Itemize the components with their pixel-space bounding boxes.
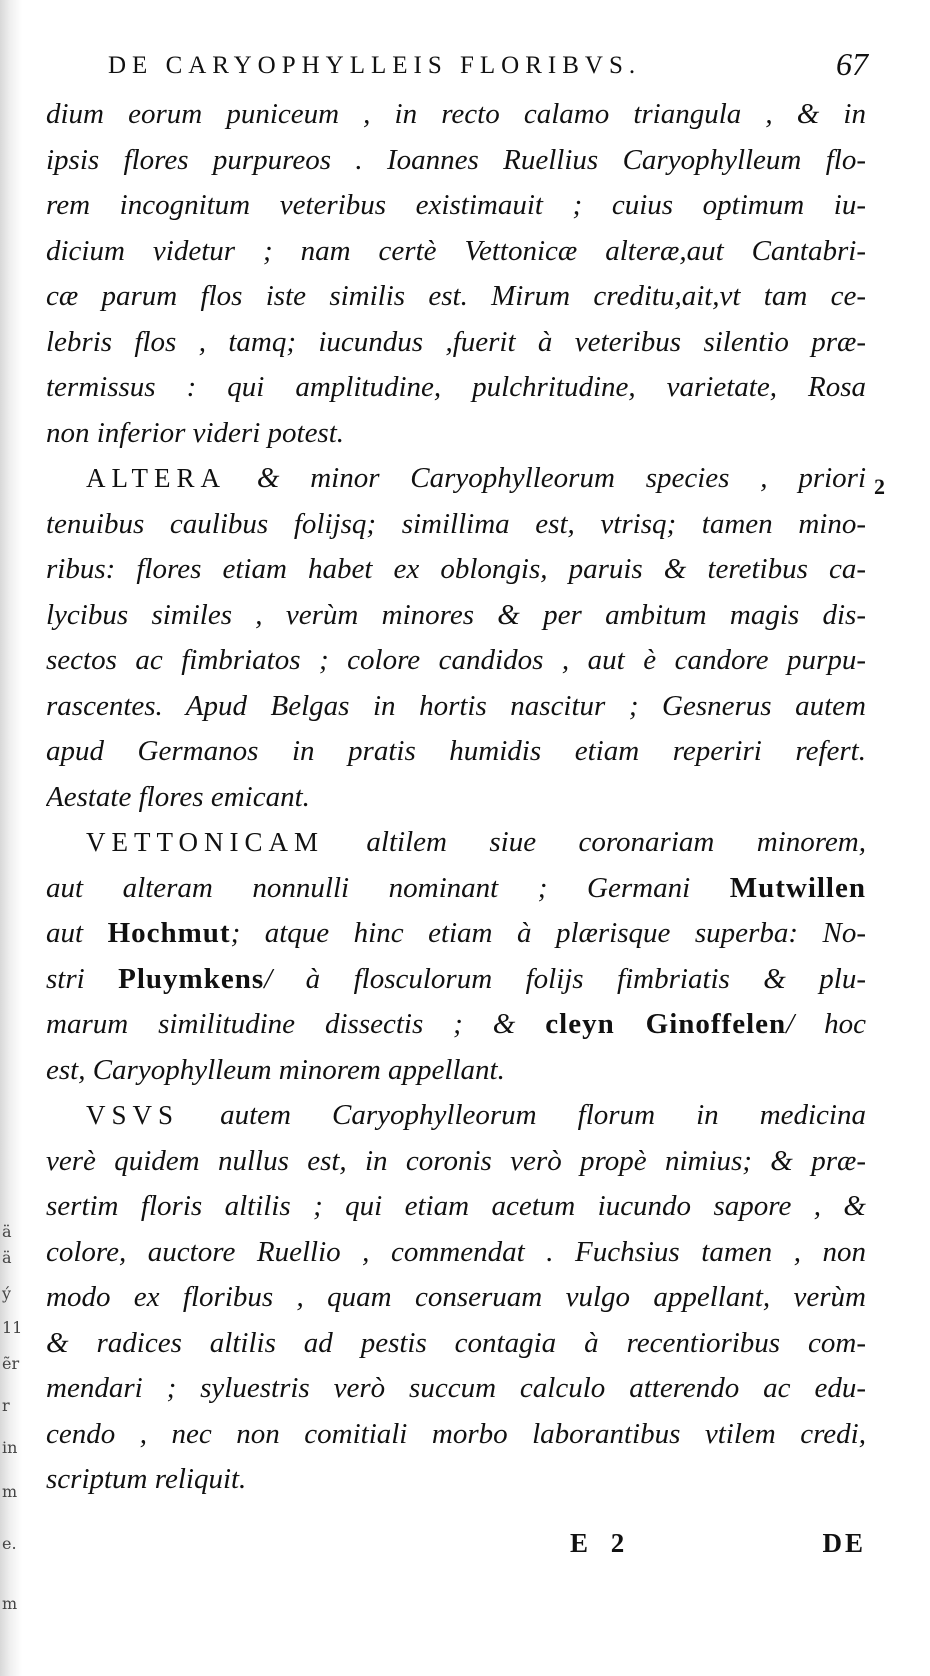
text-line: scriptum reliquit. xyxy=(46,1463,247,1495)
paragraph-4 xyxy=(46,1093,866,1503)
text-line: tenuibus caulibus folijsq; simillima est, vtrisq; tamen mino- xyxy=(46,507,866,540)
line-text: ; atque hinc etiam à plærisque superba: No- xyxy=(230,917,866,949)
book-gutter-shadow xyxy=(0,0,22,1676)
blackletter-word: Pluymkens xyxy=(118,962,265,995)
text-line xyxy=(46,456,866,502)
line-text: altilem siue coronariam minorem, xyxy=(366,826,866,858)
blackletter-word: Mutwillen xyxy=(729,871,866,904)
gutter-mark: ẽr xyxy=(2,1354,20,1373)
gutter-mark: in xyxy=(2,1438,18,1457)
main-text xyxy=(46,92,866,1503)
text-line xyxy=(46,820,866,866)
page-footer xyxy=(570,1528,870,1568)
text-line: dicium videtur ; nam certè Vettonicæ alteræ,aut Cantabri- xyxy=(46,234,866,267)
line-text: aut xyxy=(46,917,84,949)
text-line: est, Caryophylleum minorem appellant. xyxy=(46,1053,505,1086)
running-header xyxy=(108,46,868,90)
text-line: & radices altilis ad pestis contagia à recentioribus com- xyxy=(46,1326,866,1359)
text-line: colore, auctore Ruellio , commendat . Fuchsius tamen , non xyxy=(46,1235,866,1268)
small-caps-word: VSVS xyxy=(86,1100,180,1130)
text-line xyxy=(46,1002,866,1048)
text-line: modo ex floribus , quam conseruam vulgo appellant, verùm xyxy=(46,1281,866,1313)
text-line: lycibus similes , verùm minores & per ambitum magis dis- xyxy=(46,598,866,631)
gutter-mark: m xyxy=(2,1594,18,1613)
blackletter-word: cleyn Ginoffelen xyxy=(545,1008,787,1040)
text-line xyxy=(46,1093,866,1139)
running-title: DE CARYOPHYLLEIS FLORIBVS. xyxy=(108,52,642,79)
text-line: rascentes. Apud Belgas in hortis nascitur ; Gesnerus autem xyxy=(46,689,866,722)
signature-mark: E 2 xyxy=(570,1528,633,1558)
paragraph-2 xyxy=(46,456,866,820)
margin-note: 2 xyxy=(874,474,885,499)
text-line xyxy=(46,866,866,912)
gutter-mark: ý xyxy=(2,1284,12,1303)
page-number: 67 xyxy=(836,46,868,82)
gutter-mark: r xyxy=(2,1396,10,1415)
text-line: cæ parum flos iste similis est. Mirum creditu,ait,vt tam ce- xyxy=(46,280,866,312)
text-line: termissus : qui amplitudine, pulchritudine, varietate, Rosa xyxy=(46,371,866,403)
paragraph-3 xyxy=(46,820,866,1093)
blackletter-word: Hochmut xyxy=(107,917,231,949)
line-text: stri xyxy=(46,962,85,995)
text-line: apud Germanos in pratis humidis etiam reperiri refert. xyxy=(46,735,866,767)
small-caps-word: VETTONICAM xyxy=(86,827,324,857)
line-text: & minor Caryophylleorum species , priori xyxy=(256,462,866,494)
text-line: dium eorum puniceum , in recto calamo triangula , & in xyxy=(46,98,866,130)
gutter-mark: 11 xyxy=(2,1318,23,1337)
line-text: autem Caryophylleorum florum in medicina xyxy=(220,1099,866,1131)
gutter-mark: ä xyxy=(2,1248,12,1267)
text-line: sectos ac fimbriatos ; colore candidos , aut è candore purpu- xyxy=(46,644,866,676)
text-line: ipsis flores purpureos . Ioannes Ruellius Caryophylleum flo- xyxy=(46,143,866,176)
small-caps-word: ALTERA xyxy=(86,463,227,493)
paragraph-1 xyxy=(46,92,866,456)
text-line: mendari ; syluestris verò succum calculo atterendo ac edu- xyxy=(46,1372,866,1404)
line-text: aut alteram nonnulli nominant ; Germani xyxy=(46,871,691,904)
text-line: ribus: flores etiam habet ex oblongis, paruis & teretibus ca- xyxy=(46,553,866,585)
text-line: sertim floris altilis ; qui etiam acetum iucundo sapore , & xyxy=(46,1190,866,1222)
text-line: Aestate flores emicant. xyxy=(46,780,310,813)
line-text: / hoc xyxy=(786,1008,866,1040)
text-line: rem incognitum veteribus existimauit ; cuius optimum iu- xyxy=(46,189,866,221)
text-line: cendo , nec non comitiali morbo laborantibus vtilem credi, xyxy=(46,1417,866,1450)
gutter-mark: ä xyxy=(2,1222,12,1241)
text-line: lebris flos , tamq; iucundus ,fuerit à veteribus silentio præ- xyxy=(46,325,866,358)
line-text: / à flosculorum folijs fimbriatis & plu- xyxy=(264,962,866,995)
gutter-mark: m xyxy=(2,1482,18,1501)
catchword: DE xyxy=(822,1528,866,1558)
text-line: non inferior videri potest. xyxy=(46,416,345,449)
text-line: verè quidem nullus est, in coronis verò propè nimius; & præ- xyxy=(46,1144,866,1177)
line-text: marum similitudine dissectis ; & xyxy=(46,1008,516,1040)
gutter-mark: e. xyxy=(2,1534,17,1553)
text-line xyxy=(46,911,866,957)
text-line xyxy=(46,957,866,1003)
